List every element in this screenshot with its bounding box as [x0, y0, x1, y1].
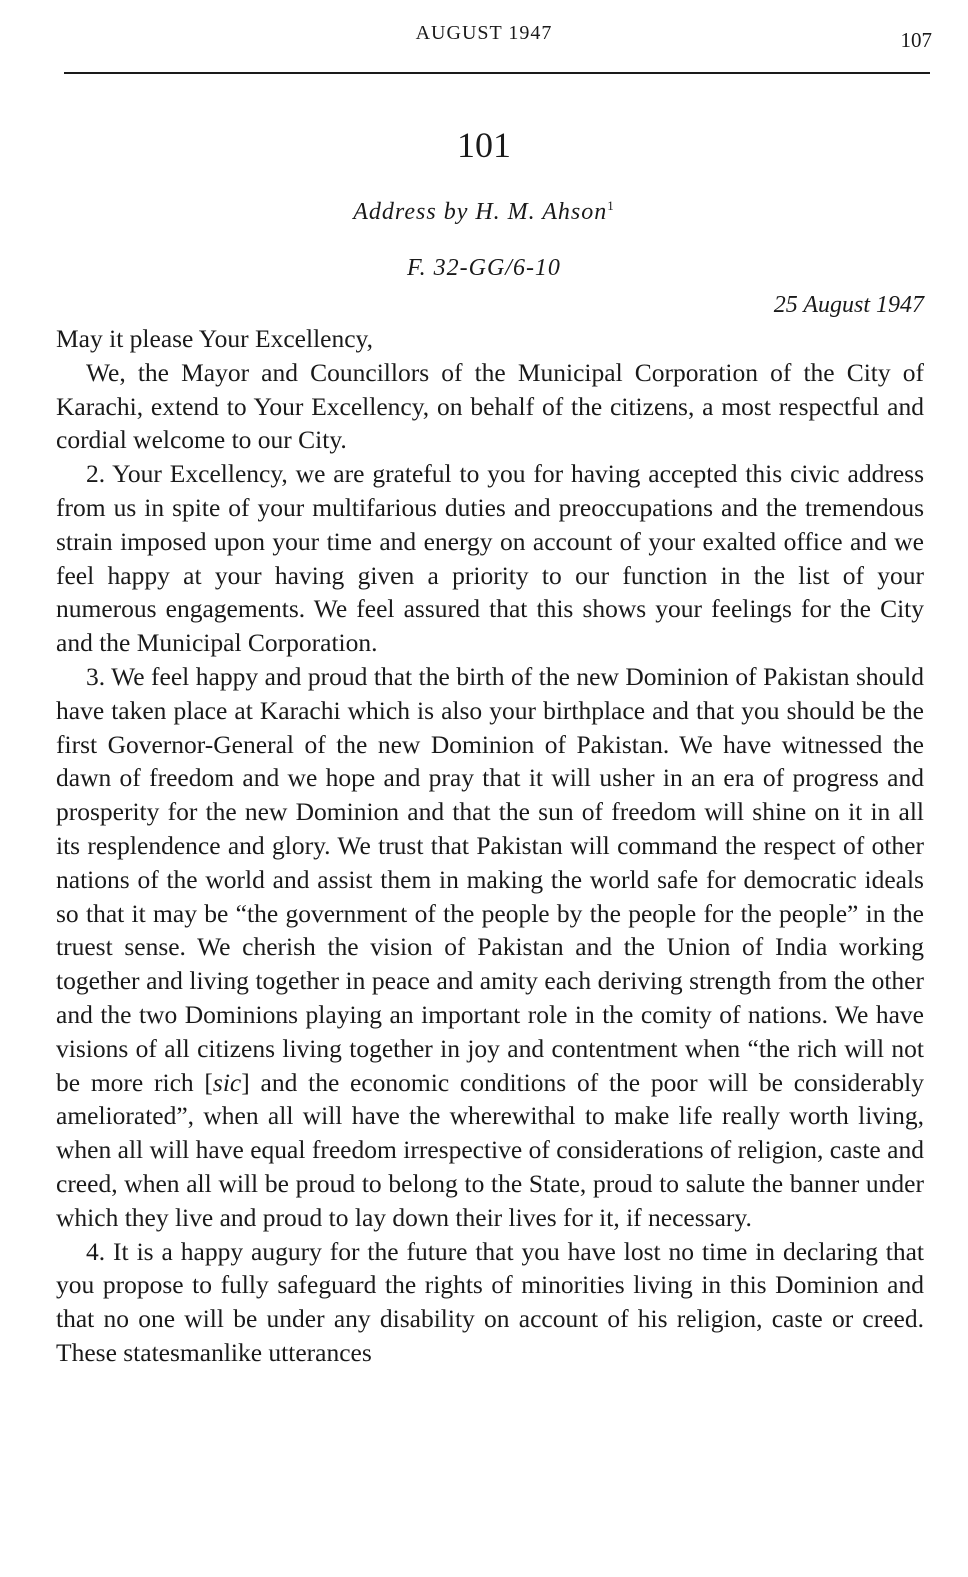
document-body — [56, 322, 924, 1370]
paragraph-1: We, the Mayor and Councillors of the Municipal Corporation of the City of Karachi, extend to Your Excellency, on behalf of the citizens, a most respectful and cordial welcome to our City. — [56, 357, 924, 455]
file-reference: F. 32-GG/6-10 — [407, 255, 561, 281]
document-title — [0, 198, 968, 226]
paragraph-3-part-a: 3. We feel happy and proud that the birth of the new Dominion of Pakistan should have taken place at Karachi which is also your birthplace and that you should be the first Governor-General of the new Dominion of Pakistan. We have witnessed the dawn of freedom and we hope and pray that it will usher in an era of progress and prosperity for the new Dominion and that the sun of freedom will shine on it in all its resplendence and glory. We trust that Pakistan will command the respect of other nations of the world and assist them in making the world safe for democratic ideals so that it may be “the government of the people by the people for the people” in the truest sense. We cherish the vision of Pakistan and the Union of India working together and living together in peace and amity each deriving strength from the other and the two Dominions playing an important role in the comity of nations. We have visions of all citizens living together in joy and contentment when “the rich will not be more rich [ — [56, 661, 924, 1097]
paragraph-3 — [56, 660, 924, 1235]
paragraph-2: 2. Your Excellency, we are grateful to you for having accepted this civic address from us in spite of your multifarious duties and preoccupations and the tremendous strain imposed upon your time and energy on account of your exalted office and we feel happy at your having given a priority to our function in the list of your numerous engagements. We feel assured that this shows your feelings for the City and the Municipal Corporation. — [56, 459, 924, 658]
paragraph-4: 4. It is a happy augury for the future that you have lost no time in declaring that you propose to fully safeguard the rights of minorities living in this Dominion and that no one will be under any disability on account of his religion, caste or creed. These statesmanlike utterances — [56, 1236, 924, 1367]
footnote-marker: 1 — [607, 198, 615, 213]
salutation: May it please Your Excellency, — [56, 324, 374, 353]
sic-annotation: sic — [212, 1067, 242, 1097]
page-number: 107 — [900, 28, 932, 52]
document-number: 101 — [457, 125, 511, 165]
running-head: AUGUST 1947 — [415, 22, 553, 44]
document-title-text: Address by H. M. Ahson — [353, 199, 608, 225]
header-rule — [64, 72, 930, 74]
paragraph-3-part-b: ] and the economic conditions of the poor will be considerably ameliorated”, when all will have the wherewithal to make life really worth living, when all will have equal freedom irrespective of considerations of religion, caste and creed, when all will be proud to belong to the State, proud to salute the banner under which they live and proud to lay down their lives for it, if necessary. — [56, 1067, 924, 1232]
page-header — [0, 22, 968, 52]
document-date: 25 August 1947 — [773, 292, 924, 318]
